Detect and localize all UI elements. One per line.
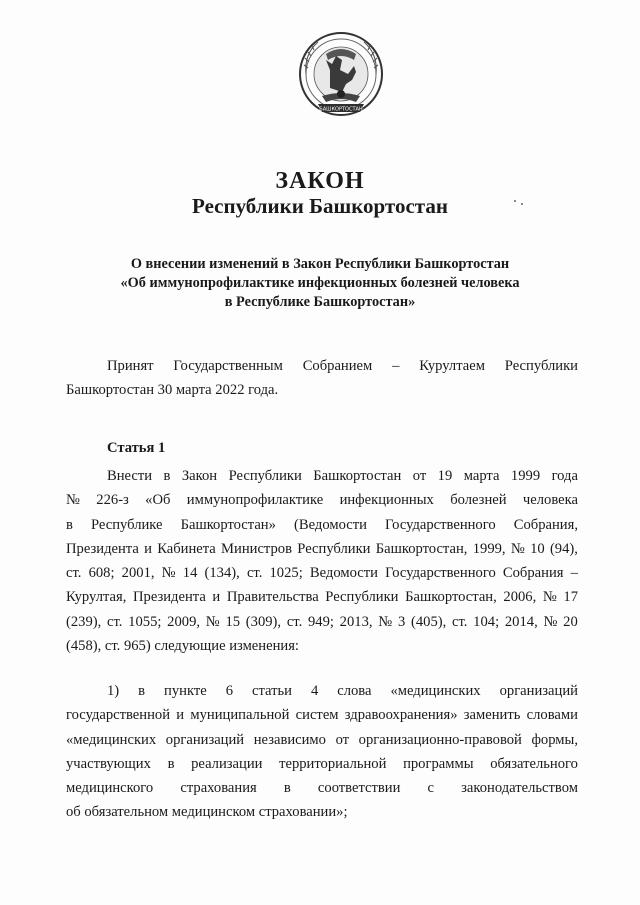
text-line (66, 776, 578, 800)
scan-speck (521, 203, 523, 205)
word: реализации (191, 755, 263, 772)
word: в (283, 780, 291, 797)
word: Принят (107, 358, 154, 374)
word: участвующих (66, 755, 151, 772)
word: № (542, 589, 557, 606)
word: № (66, 492, 80, 509)
text-line: (458), ст. 965) следующие изменения: (66, 638, 299, 655)
word: словами (526, 707, 578, 724)
word: ст. (286, 613, 303, 630)
word: № (510, 540, 525, 557)
word: (94), (549, 540, 578, 557)
scan-speck (514, 200, 516, 202)
word: года (551, 468, 578, 484)
word: в (66, 516, 73, 533)
word: страхования (180, 780, 257, 797)
word: ст. (246, 565, 263, 582)
word: организаций (165, 731, 245, 748)
word: 4 (310, 683, 319, 699)
word: муниципальной (190, 707, 290, 724)
word: иммунопрофилактике (186, 492, 324, 509)
word: Башкортостан, (405, 589, 497, 606)
word: 20 (563, 613, 578, 630)
text-line: Башкортостан 30 марта 2022 года. (66, 382, 279, 399)
word: Курултая, (66, 589, 127, 606)
word: соответствии (317, 780, 401, 797)
word: в (138, 683, 146, 699)
text-line (66, 488, 578, 512)
word: обязательного (490, 755, 578, 772)
word: (239), (66, 613, 102, 630)
word: Республики (325, 589, 399, 606)
word: 19 (437, 468, 453, 484)
word: 2006, (503, 589, 537, 606)
word: 2001, (121, 565, 155, 582)
word: марта (463, 468, 500, 484)
word: Министров (221, 540, 292, 557)
word: формы, (531, 731, 578, 748)
word: ст. (452, 613, 468, 630)
word: 1) (107, 683, 120, 699)
word: № (543, 613, 558, 630)
text-line (66, 561, 578, 585)
word: 608; (88, 565, 115, 582)
word: Республики (228, 468, 302, 484)
word: (134), (204, 565, 240, 582)
document-title: ЗАКОН (275, 168, 365, 194)
word: «Об (145, 492, 171, 509)
word: систем (295, 707, 339, 724)
word: слова (337, 683, 372, 699)
text-line (66, 679, 578, 703)
word: программы (403, 755, 474, 772)
word: Президента (66, 540, 139, 557)
word: 1025; (269, 565, 303, 582)
word: Башкортостан» (180, 516, 276, 533)
word: организаций (499, 683, 578, 699)
text-line (66, 752, 578, 776)
word: от (335, 731, 350, 748)
word: инфекционных (339, 492, 434, 509)
word: № (161, 565, 176, 582)
article-body (66, 464, 578, 658)
word: 1999 (510, 468, 541, 484)
word: и (176, 707, 185, 724)
article-title: Статья 1 (107, 440, 166, 456)
document-subtitle: Республики Башкортостан (192, 194, 448, 218)
word: Республики (297, 540, 371, 557)
word: пункте (164, 683, 207, 699)
word: Курултаем (419, 358, 485, 374)
word: 2014, (504, 613, 538, 630)
word: медицинского (66, 780, 154, 797)
adoption-statement (66, 354, 578, 403)
word: Собрания (502, 565, 564, 582)
word: 1999, (472, 540, 506, 557)
word: территориальной (279, 755, 387, 772)
word: Закон (181, 468, 218, 484)
word: Ведомости (309, 565, 378, 582)
word: от (412, 468, 427, 484)
word: 104; (473, 613, 500, 630)
word: – (570, 565, 578, 582)
word: 17 (563, 589, 578, 606)
word: 226-з (96, 492, 129, 509)
word: 2009, (167, 613, 201, 630)
word: 6 (225, 683, 233, 699)
word: 1055; (128, 613, 162, 630)
heading-line: О внесении изменений в Закон Республики Башкортостан (130, 256, 510, 272)
word: в (167, 755, 175, 772)
law-heading (60, 255, 580, 312)
word: заменить (463, 707, 521, 724)
word: (405), (411, 613, 447, 630)
article-item-1 (66, 679, 578, 825)
word: статьи (251, 683, 292, 699)
text-line (66, 354, 578, 378)
word: законодательством (461, 780, 578, 797)
word: здравоохранения» (344, 707, 458, 724)
word: независимо (253, 731, 326, 748)
text-line (66, 728, 578, 752)
word: Правительства (226, 589, 319, 606)
word: Внести (107, 468, 153, 484)
word: и (212, 589, 221, 606)
word: организационно-правовой (358, 731, 522, 748)
word: «медицинских (66, 731, 157, 748)
coat-of-arms-emblem (296, 30, 386, 122)
word: Государственного (385, 565, 496, 582)
word: (309), (245, 613, 282, 630)
word: Кабинета (157, 540, 216, 557)
text-line (66, 537, 578, 561)
heading-line: в Республике Башкортостан» (224, 294, 416, 310)
word: Президента (132, 589, 206, 606)
word: Башкортостан, (375, 540, 468, 557)
text-line (66, 610, 578, 634)
word: с (427, 780, 435, 797)
word: Республики (504, 358, 578, 374)
text-line (66, 585, 578, 609)
word: и (144, 540, 152, 557)
word: «медицинских (390, 683, 481, 699)
word: в (163, 468, 171, 484)
word: № (205, 613, 220, 630)
word: Республике (91, 516, 163, 533)
text-line (66, 703, 578, 727)
word: Государственного (385, 516, 496, 533)
word: Собрания, (513, 516, 578, 533)
word: человека (522, 492, 578, 509)
word: 10 (530, 540, 545, 557)
word: болезней (450, 492, 507, 509)
word: Башкортостан (313, 468, 402, 484)
heading-line: «Об иммунопрофилактике инфекционных болезней человека (120, 275, 520, 291)
word: Государственным (173, 358, 283, 374)
text-line: об обязательном медицинском страховании»; (66, 804, 348, 821)
word: 3 (397, 613, 406, 630)
text-line (66, 513, 578, 537)
word: государственной (66, 707, 171, 724)
word: Собранием (302, 358, 373, 374)
word: № (378, 613, 393, 630)
text-line (66, 464, 578, 488)
word: – (392, 358, 400, 374)
word: ст. (107, 613, 123, 630)
word: 14 (182, 565, 198, 582)
word: 949; (307, 613, 334, 630)
word: (Ведомости (294, 516, 367, 533)
svg-text:БАШКОРТОСТАН: БАШКОРТОСТАН (319, 106, 363, 113)
word: 15 (225, 613, 241, 630)
word: 2013, (339, 613, 373, 630)
word: ст. (66, 565, 82, 582)
